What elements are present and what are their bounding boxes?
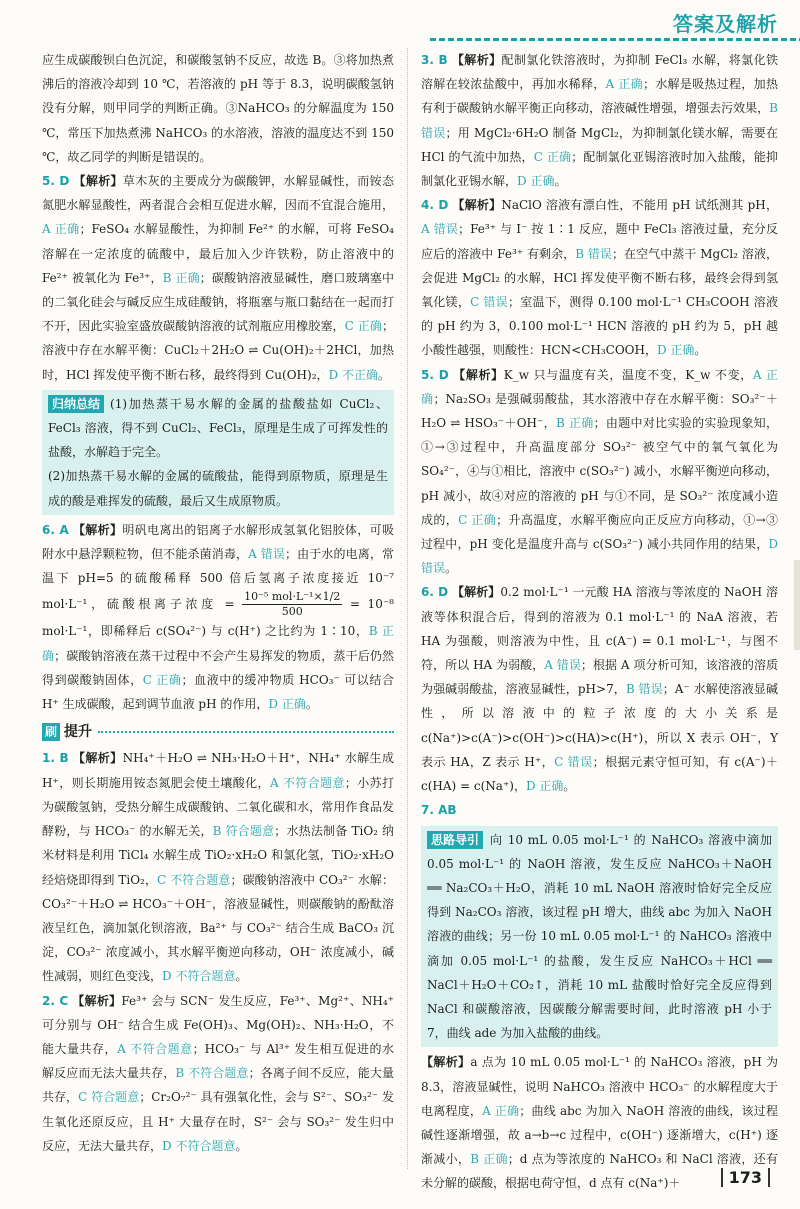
verdict: A 错误	[421, 222, 459, 237]
verdict: A 不符合题意	[269, 775, 345, 790]
verdict: B 错误	[575, 246, 612, 261]
header-title: 答案及解析	[673, 12, 778, 36]
summary-point-2: (2)加热蒸干易水解的金属的硫酸盐，能得到原物质，原理是生成的酸是难挥发的硫酸，最后又生成原物质。	[48, 469, 388, 508]
question-number: 1. B	[42, 751, 69, 766]
improve-answer-4: 4. D 【解析】NaClO 溶液有漂白性，不能用 pH 试纸测其 pH，A 错误；Fe³⁺ 与 I⁻ 按 1∶1 反应，题中 FeCl₃ 溶液过量，充分反应后的溶液中 Fe³⁺ 有剩余，B 错误；在空气中蒸干 MgCl₂ 溶液，会促进 MgCl₂ 的水解，HCl 挥发使平衡不断右移，最终会得到氢氧化镁，C 错误；室温下，测得 0.100 mol·L⁻¹ CH₃COOH 溶液的 pH 约为 3，0.100 mol·L⁻¹ HCN 溶液的 pH 约为 5，pH 越小酸性越强，则酸性：HCN<CH₃COOH，D 正确。	[421, 198, 778, 358]
thinking-guide-box	[421, 826, 778, 1048]
improve-answer-6: 6. D 【解析】0.2 mol·L⁻¹ 一元酸 HA 溶液与等浓度的 NaOH 溶液等体积混合后，得到的溶液为 0.1 mol·L⁻¹ 的 NaA 溶液，若 HA 为强酸，则溶液为中性，且 c(A⁻) = 0.1 mol·L⁻¹，与图不符，所以 HA 为弱酸，A 错误；根据 A 项分析可知，该溶液的溶质为强碱弱酸盐，溶液显碱性，pH>7，B 错误；A⁻ 水解使溶液显碱性，所以溶液中的粒子浓度的大小关系是 c(Na⁺)>c(A⁻)>c(OH⁻)>c(HA)>c(H⁺)，所以 X 表示 OH⁻，Y 表示 HA，Z 表示 H⁺，C 错误；根据元素守恒可知，有 c(A⁻)＋c(HA) = c(Na⁺)，D 正确。	[421, 585, 779, 794]
improve-answer-7: 【解析】a 点为 10 mL 0.05 mol·L⁻¹ 的 NaHCO₃ 溶液，pH 为 8.3，溶液显碱性，说明 NaHCO₃ 溶液中 HCO₃⁻ 的水解程度大于电离程度，A 正确；曲线 abc 为加入 NaOH 溶液的曲线，该过程碱性逐渐增强，故 a→b→c 过程中，c(OH⁻) 逐渐增大，c(H⁺) 逐渐减小，B 正确；d 点为等浓度的 NaHCO₃ 和 NaCl 溶液，还有未分解的碳酸，根据电荷守恒，d 点有 c(Na⁺)＋	[421, 1055, 778, 1191]
verdict: C 错误	[554, 754, 593, 769]
analysis-tag: 【解析】	[421, 1055, 471, 1070]
verdict: D 正确	[656, 343, 695, 358]
question-number: 5. D	[42, 174, 70, 189]
question-number: 6. A	[42, 522, 69, 537]
question-number: 4. D	[421, 198, 449, 213]
answer-6: 6. A 【解析】明矾电离出的铝离子水解形成氢氧化铝胶体，可吸附水中悬浮颗粒物，但不能杀菌消毒，A 错误；由于水的电离，常温下 pH=5 的硫酸稀释 500 倍后氢离子浓度接近 10⁻⁷ mol·L⁻¹，硫酸根离子浓度 = $\frac{\text{10⁻⁵ mol·L⁻¹×1/2}}{500}$ = 10⁻⁸ mol·L⁻¹，即稀释后 c(SO₄²⁻) 与 c(H⁺) 之比约为 1∶10，B 正确；碳酸钠溶液在蒸干过程中不会产生易挥发的物质，蒸干后仍然得到碳酸钠固体，C 正确；血液中的缓冲物质 HCO₃⁻ 可以结合 H⁺ 生成碳酸，起到调节血液 pH 的作用，D 正确。	[42, 522, 395, 712]
verdict: B 不符合题意	[175, 1066, 249, 1081]
verdict: A 不符合题意	[117, 1041, 193, 1056]
page-number: 173	[721, 1168, 770, 1187]
verdict: A 错误	[544, 658, 581, 673]
verdict: C 不符合题意	[157, 872, 231, 887]
analysis-tag: 【解析】	[72, 751, 123, 766]
question-number: 6. D	[421, 585, 449, 600]
verdict: B 错误	[421, 101, 778, 140]
section-badge: 刷	[42, 723, 60, 741]
verdict: B 正确	[162, 270, 200, 285]
question-number: 7. AB	[421, 803, 457, 818]
verdict: B 正确	[470, 1152, 508, 1167]
column-divider	[407, 48, 408, 1169]
right-column	[421, 48, 778, 1196]
verdict: B 符合题意	[212, 824, 275, 839]
analysis-tag: 【解析】	[72, 522, 123, 537]
analysis-tag: 【解析】	[72, 993, 122, 1008]
verdict: D 正确	[517, 174, 555, 189]
answer-5: 5. D 【解析】草木灰的主要成分为碳酸钾，水解显碱性，而铵态氮肥水解显酸性，两者混合会相互促进水解，因而不宜混合施用，A 正确；FeSO₄ 水解显酸性，为抑制 Fe²⁺ 的水解，可将 FeSO₄ 溶解在一定浓度的硫酸中，最后加入少许铁粉，防止溶液中的 Fe²⁺ 被氧化为 Fe³⁺，B 正确；碳酸钠溶液显碱性，磨口玻璃塞中的二氧化硅会与碱反应生成硅酸钠，将瓶塞与瓶口黏结在一起而打不开，因此实验室盛放碳酸钠溶液的试剂瓶应用橡胶塞，C 正确；溶液中存在水解平衡：CuCl₂＋2H₂O ⇌ Cu(OH)₂＋2HCl，加热时，HCl 挥发使平衡不断右移，最终得到 Cu(OH)₂，D 不正确。	[42, 174, 394, 382]
improve-answer-7-number	[421, 798, 778, 822]
verdict: D 正确	[268, 697, 306, 712]
verdict: A 错误	[248, 547, 285, 562]
verdict: C 符合题意	[78, 1090, 140, 1105]
guide-tag: 思路导引	[427, 831, 483, 849]
left-column	[42, 48, 394, 1158]
analysis-tag: 【解析】	[452, 585, 501, 600]
improve-answer-1: 1. B 【解析】NH₄⁺＋H₂O ⇌ NH₃·H₂O＋H⁺，NH₄⁺ 水解生成 H⁺，则长期施用铵态氮肥会使土壤酸化，A 不符合题意；小苏打为碳酸氢钠，受热分解生成碳酸钠、二氧化碳和水，常用作食品发酵粉，与 HCO₃⁻ 的水解无关，B 符合题意；水热法制备 TiO₂ 纳米材料是利用 TiCl₄ 水解生成 TiO₂·xH₂O 和氯化氢，TiO₂·xH₂O 经焙烧即得到 TiO₂，C 不符合题意；碳酸钠溶液中 CO₃²⁻ 水解：CO₃²⁻＋H₂O ⇌ HCO₃⁻＋OH⁻，溶液显碱性，则碳酸钠的酚酞溶液呈红色，滴加氯化钡溶液，Ba²⁺ 与 CO₃²⁻ 结合生成 BaCO₃ 沉淀，CO₃²⁻ 浓度减小，其水解平衡逆向移动，OH⁻ 浓度减小，碱性减弱，则红色变浅，D 不符合题意。	[42, 751, 395, 984]
analysis-tag: 【解析】	[452, 198, 502, 213]
verdict: D 不符合题意	[162, 969, 236, 984]
section-divider	[98, 731, 394, 733]
question-number: 2. C	[42, 993, 69, 1008]
improve-answer-3: 3. B 【解析】配制氯化铁溶液时，为抑制 FeCl₃ 水解，将氯化铁溶解在较浓盐酸中，再加水稀释，A 正确；水解是吸热过程，加热有利于碳酸钠水解平衡正向移动，溶液碱性增强，增强去污效果，B 错误；用 MgCl₂·6H₂O 制备 MgCl₂，为抑制氯化镁水解，需要在 HCl 的气流中加热，C 正确；配制氯化亚锡溶液时加入盐酸，能抑制氯化亚锡水解，D 正确。	[421, 53, 779, 189]
analysis-tag: 【解析】	[453, 367, 504, 382]
verdict: D 不正确	[328, 367, 378, 382]
section-heading	[42, 720, 394, 744]
question-number: 5. D	[421, 367, 449, 382]
fraction: $\frac{\text{10⁻⁵ mol·L⁻¹×1/2}}{500}$	[244, 590, 341, 619]
verdict: C 错误	[470, 295, 508, 310]
header-rule	[430, 38, 800, 41]
verdict: B 正确	[42, 624, 395, 663]
section-title: 提升	[64, 724, 93, 741]
summary-tag: 归纳总结	[48, 395, 104, 413]
verdict: D 不符合题意	[162, 1138, 236, 1153]
verdict: A 正确	[42, 222, 80, 237]
verdict: D 正确	[525, 779, 564, 794]
verdict: C 正确	[142, 672, 182, 687]
question-number: 3. B	[421, 53, 448, 67]
verdict: C 正确	[533, 149, 572, 164]
verdict: C 正确	[458, 512, 497, 527]
verdict: D 错误	[421, 537, 778, 576]
verdict: A 正确	[482, 1103, 520, 1118]
verdict: B 正确	[556, 416, 594, 431]
continuation-paragraph: 应生成碳酸钡白色沉淀，和碳酸氢钠不反应，故选 B。③将加热煮沸后的溶液冷却到 10 ℃，若溶液的 pH 等于 8.3，说明碳酸氢钠没有分解，则甲同学的判断正确。③NaHCO₃ 的分解温度为 150 ℃，常压下加热煮沸 NaHCO₃ 的水溶液，溶液的温度达不到 150 ℃，故乙同学的判断是错误的。	[42, 53, 394, 164]
improve-answer-2: 2. C 【解析】Fe³⁺ 会与 SCN⁻ 发生反应，Fe³⁺、Mg²⁺、NH₄⁺ 可分别与 OH⁻ 结合生成 Fe(OH)₃、Mg(OH)₂、NH₃·H₂O，不能大量共存，A 不符合题意；HCO₃⁻ 与 Al³⁺ 发生相互促进的水解反应而无法大量共存，B 不符合题意；各离子间不反应，能大量共存，C 符合题意；Cr₂O₇²⁻ 具有强氧化性，会与 S²⁻、SO₃²⁻ 发生氧化还原反应，且 H⁺ 大量存在时，S²⁻ 会与 SO₃²⁻ 发生归中反应，无法大量共存，D 不符合题意。	[42, 993, 394, 1153]
verdict: C 正确	[344, 319, 382, 334]
verdict: A 正确	[605, 77, 643, 92]
verdict: A 正确	[421, 367, 778, 406]
verdict: B 错误	[625, 682, 663, 697]
summary-box	[42, 390, 394, 515]
analysis-tag: 【解析】	[73, 174, 123, 189]
page-edge-mark	[794, 560, 800, 650]
summary-point-1: (1)加热蒸干易水解的金属的盐酸盐如 CuCl₂、FeCl₃ 溶液，得不到 CuCl₂、FeCl₃，原理是生成了可挥发性的盐酸，水解趋于完全。	[48, 396, 388, 460]
improve-answer-5: 5. D 【解析】K_w 只与温度有关，温度不变，K_w 不变，A 正确；Na₂SO₃ 是强碱弱酸盐，其水溶液中存在水解平衡：SO₃²⁻＋H₂O ⇌ HSO₃⁻＋OH⁻，B 正确；由题中对比实验的实验现象知，①→③过程中，升高温度部分 SO₃²⁻ 被空气中的氧气氧化为 SO₄²⁻，④与①相比，溶液中 c(SO₃²⁻) 减小，水解平衡逆向移动，pH 减小，故④对应的溶液的 pH 与①不同，是 SO₃²⁻ 浓度减小造成的，C 正确；升高温度，水解平衡应向正反应方向移动，①→③过程中，pH 变化是温度升高与 c(SO₃²⁻) 减小共同作用的结果，D 错误。	[421, 367, 778, 576]
guide-text: 向 10 mL 0.05 mol·L⁻¹ 的 NaHCO₃ 溶液中滴加 0.05 mol·L⁻¹ 的 NaOH 溶液，发生反应 NaHCO₃＋NaOH ══ Na₂CO₃＋H₂O，消耗 10 mL NaOH 溶液时恰好完全反应得到 Na₂CO₃ 溶液，该过程 pH 增大，曲线 abc 为加入 NaOH 溶液的曲线；另一份 10 mL 0.05 mol·L⁻¹ 的 NaHCO₃ 溶液中滴加 0.05 mol·L⁻¹ 的盐酸，发生反应 NaHCO₃＋HCl ══ NaCl＋H₂O＋CO₂↑，消耗 10 mL 盐酸时恰好完全反应得到 NaCl 和碳酸溶液，因碳酸分解需要时间，此时溶液 pH 小于 7，曲线 ade 为加入盐酸的曲线。	[427, 832, 772, 1041]
analysis-tag: 【解析】	[451, 53, 502, 67]
